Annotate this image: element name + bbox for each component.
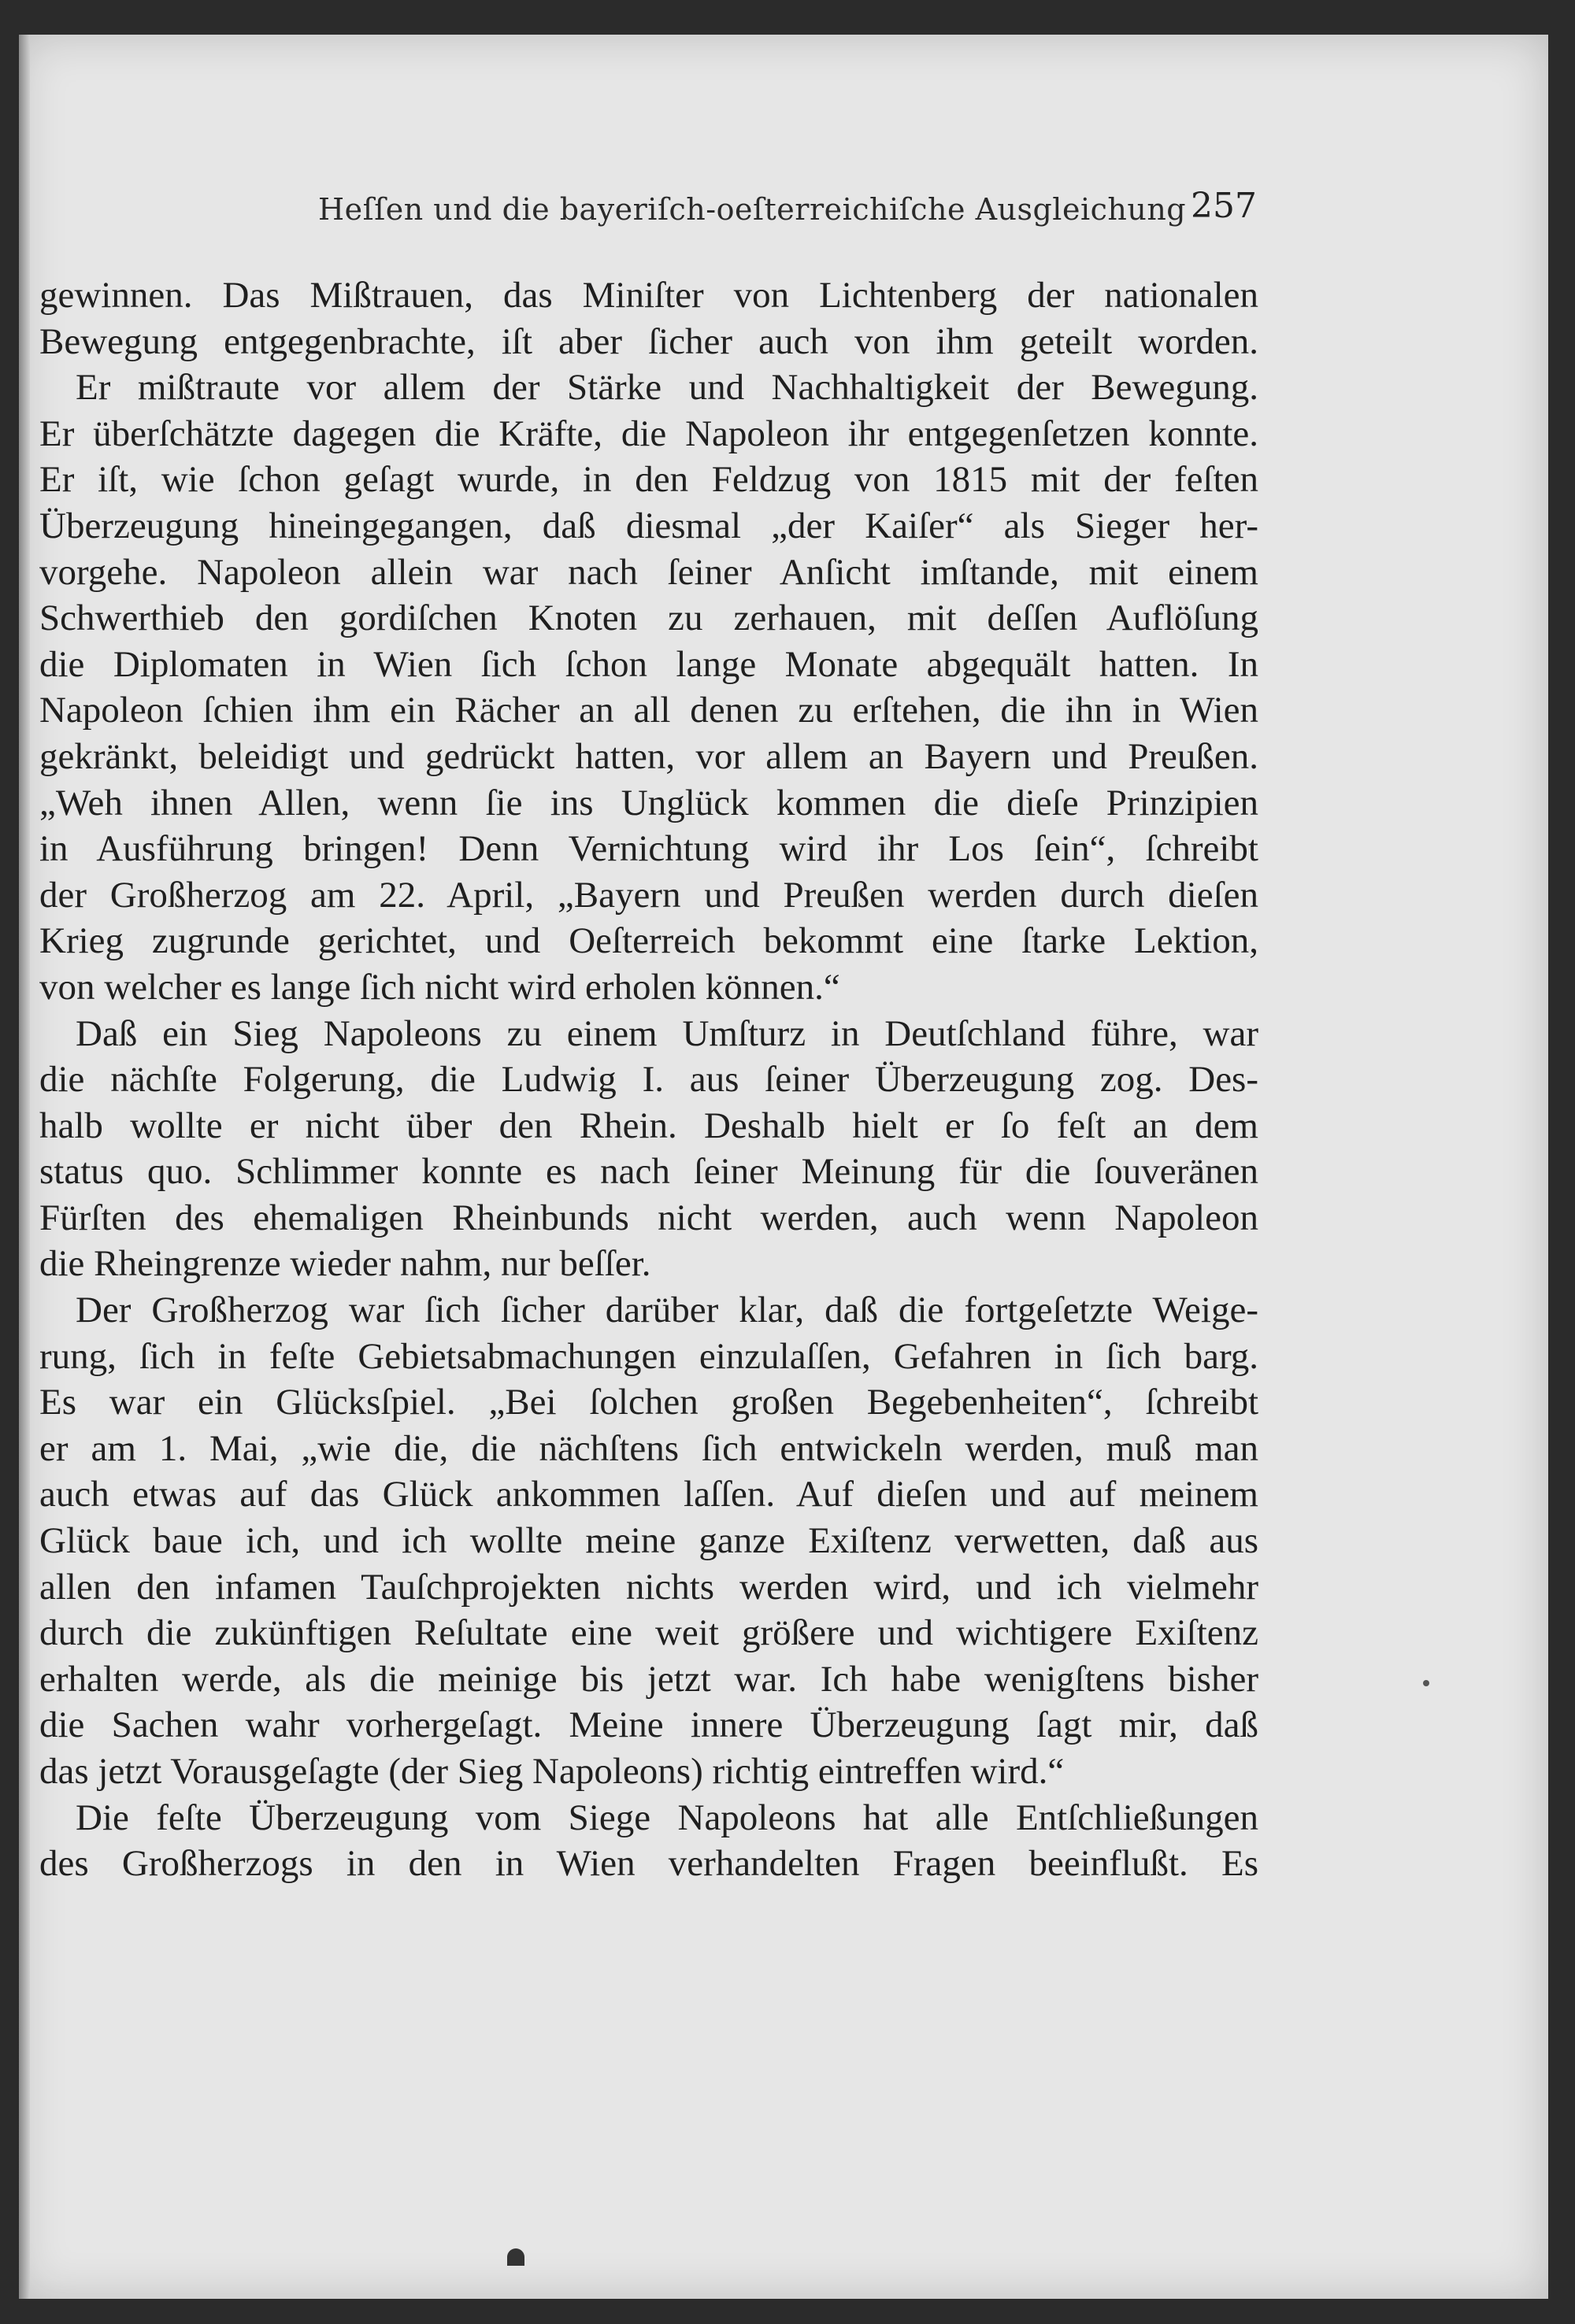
text-line: durch die zukünftigen Reſultate eine weit größere und wichtigere Exiſtenz <box>39 1612 1258 1654</box>
text-line: gewinnen. Das Mißtrauen, das Miniſter von Lichtenberg der nationalen <box>39 275 1258 316</box>
text-line: Die feſte Überzeugung vom Siege Napoleons hat alle Entſchließungen <box>76 1797 1258 1838</box>
text-line: Krieg zugrunde gerichtet, und Oeſterreich bekommt eine ſtarke Lektion, <box>39 920 1258 962</box>
text-line: Schwerthieb den gordiſchen Knoten zu zerhauen, mit deſſen Auflöſung <box>39 598 1258 639</box>
text-line: erhalten werde, als die meinige bis jetzt war. Ich habe wenigſtens bisher <box>39 1658 1258 1700</box>
text-line: die Rheingrenze wieder nahm, nur beſſer. <box>39 1243 651 1285</box>
running-title: Heſſen und die bayeriſch-oeſterreichiſche Ausgleichung <box>318 192 1187 227</box>
page-number: 257 <box>1191 186 1257 226</box>
text-line: das jetzt Vorausgeſagte (der Sieg Napoleons) richtig eintreffen wird.“ <box>39 1751 1065 1792</box>
text-line: von welcher es lange ſich nicht wird erholen können.“ <box>39 966 840 1008</box>
text-line: Glück baue ich, und ich wollte meine ganze Exiſtenz verwetten, daß aus <box>39 1520 1258 1562</box>
text-line: Napoleon ſchien ihm ein Rächer an all denen zu erſtehen, die ihn in Wien <box>39 690 1258 731</box>
text-line: Fürſten des ehemaligen Rheinbunds nicht werden, auch wenn Napoleon <box>39 1197 1258 1238</box>
text-line: in Ausführung bringen! Denn Vernichtung wird ihr Los ſein“, ſchreibt <box>39 828 1258 870</box>
text-line: allen den infamen Tauſchprojekten nichts werden wird, und ich vielmehr <box>39 1566 1258 1608</box>
text-line: halb wollte er nicht über den Rhein. Deshalb hielt er ſo feſt an dem <box>39 1105 1258 1146</box>
text-line: Es war ein Glücksſpiel. „Bei ſolchen großen Begebenheiten“, ſchreibt <box>39 1382 1258 1423</box>
text-line: des Großherzogs in den in Wien verhandelten Fragen beeinflußt. Es <box>39 1843 1258 1885</box>
text-line: er am 1. Mai, „wie die, die nächſtens ſich entwickeln werden, muß man <box>39 1427 1258 1469</box>
paper-speck <box>1423 1680 1429 1686</box>
text-line: Der Großherzog war ſich ſicher darüber klar, daß die fortgeſetzte Weige- <box>76 1290 1258 1331</box>
text-line: Überzeugung hineingegangen, daß diesmal „der Kaiſer“ als Sieger her- <box>39 505 1258 546</box>
scan-artifact <box>507 2248 524 2266</box>
text-line: vorgehe. Napoleon allein war nach ſeiner Anſicht imſtande, mit einem <box>39 551 1258 593</box>
text-line: Er mißtraute vor allem der Stärke und Nachhaltigkeit der Bewegung. <box>76 367 1258 409</box>
text-line: Bewegung entgegenbrachte, iſt aber ſicher auch von ihm geteilt worden. <box>39 320 1258 362</box>
text-line: rung, ſich in feſte Gebietsabmachungen einzulaſſen, Gefahren in ſich barg. <box>39 1335 1258 1377</box>
book-page <box>19 35 1548 2299</box>
body-text <box>39 272 1258 1887</box>
text-line: Er iſt, wie ſchon geſagt wurde, in den Feldzug von 1815 mit der feſten <box>39 459 1258 501</box>
text-line: die Diplomaten in Wien ſich ſchon lange Monate abgequält hatten. In <box>39 643 1258 685</box>
text-line: „Weh ihnen Allen, wenn ſie ins Unglück kommen die dieſe Prinzipien <box>39 782 1258 823</box>
text-line: status quo. Schlimmer konnte es nach ſeiner Meinung für die ſouveränen <box>39 1151 1258 1193</box>
text-line: der Großherzog am 22. April, „Bayern und Preußen werden durch dieſen <box>39 874 1258 916</box>
text-line: Er überſchätzte dagegen die Kräfte, die Napoleon ihr entgegenſetzen konnte. <box>39 413 1258 454</box>
text-line: die Sachen wahr vorhergeſagt. Meine innere Überzeugung ſagt mir, daß <box>39 1704 1258 1746</box>
text-line: gekränkt, beleidigt und gedrückt hatten, vor allem an Bayern und Preußen. <box>39 735 1258 777</box>
text-line: die nächſte Folgerung, die Ludwig I. aus ſeiner Überzeugung zog. Des- <box>39 1059 1258 1101</box>
page-binding-edge <box>19 35 30 2299</box>
text-line: auch etwas auf das Glück ankommen laſſen. Auf dieſen und auf meinem <box>39 1474 1258 1515</box>
text-line: Daß ein Sieg Napoleons zu einem Umſturz in Deutſchland führe, war <box>76 1012 1258 1054</box>
